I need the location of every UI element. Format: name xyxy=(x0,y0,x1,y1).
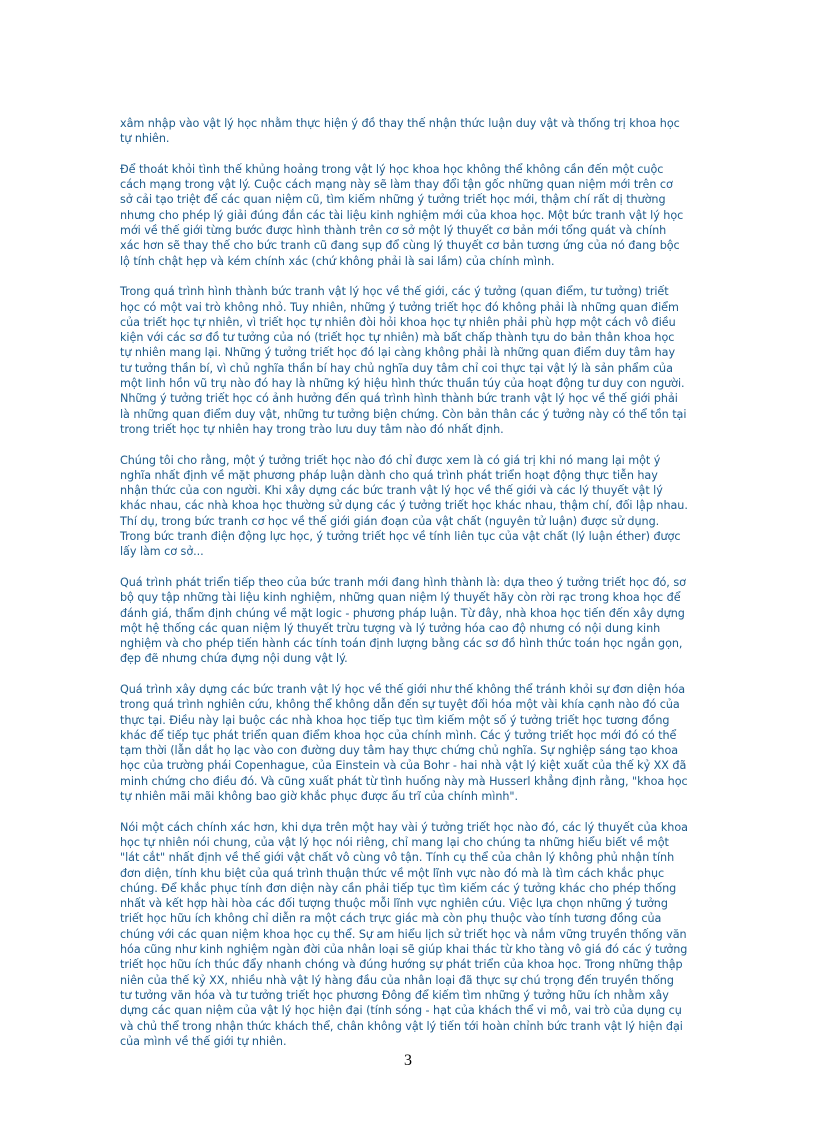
page-number: 3 xyxy=(404,1052,412,1069)
paragraph-5: Quá trình phát triển tiếp theo của bức tranh mới đang hình thành là: dựa theo ý tưởng triết học đó, sơ bộ quy tập những tài liệu kinh nghiệm, những quan niệm lý thuyết hãy còn rời rạc trong khoa học để đánh giá, thẩm định chúng về mặt logic - phương pháp luận. Từ đây, nhà khoa học tiến đến xây dựng một hệ thống các quan niệm lý thuyết trừu tượng và lý tưởng hóa cao độ nhưng có nội dung kinh nghiệm và cho phép tiến hành các tính toán định lượng bằng các sơ đồ hình thức toán học ngắn gọn, đẹp đẽ nhưng chứa đựng nội dung vật lý. xyxy=(120,575,686,666)
paragraph-4: Chúng tôi cho rằng, một ý tưởng triết học nào đó chỉ được xem là có giá trị khi nó mang lại một ý nghĩa nhất định về mặt phương pháp luận dành cho quá trình phát triển hoạt động thực tiễn hay nhận thức của con người. Khi xây dựng các bức tranh vật lý học về thế giới và các lý thuyết vật lý khác nhau, các nhà khoa học thường sử dụng các ý tưởng triết học khác nhau, thậm chí, đối lập nhau. Thí dụ, trong bức tranh cơ học về thế giới gián đoạn của vật chất (nguyên tử luận) được sử dụng. Trong bức tranh điện động lực học, ý tưởng triết học về tính liên tục của vật chất (lý luận éther) được lấy làm cơ sở... xyxy=(120,453,688,559)
paragraph-1: xâm nhập vào vật lý học nhằm thực hiện ý đồ thay thế nhận thức luận duy vật và thống trị khoa học tự nhiên. xyxy=(120,117,680,146)
paragraph-7: Nói một cách chính xác hơn, khi dựa trên một hay vài ý tưởng triết học nào đó, các lý thuyết của khoa học tự nhiên nói chung, của vật lý học nói riêng, chỉ mang lại cho chúng ta những hiểu biết về một "lát cắt" nhất định về thế giới vật chất vô cùng vô tận. Tính cụ thể của chân lý không phủ nhận tính đơn diện, tính khu biệt của quá trình thuận thức về một lĩnh vực nào đó mà là tìm cách khắc phục chúng. Để khắc phục tính đơn diện này cần phải tiếp tục tìm kiếm các ý tưởng khác cho phép thống nhất và kết hợp hài hòa các đối tượng thuộc mỗi lĩnh vực nghiên cứu. Việc lựa chọn những ý tưởng triết học hữu ích không chỉ diễn ra một cách trực giác mà còn phụ thuộc vào tính tương đồng của chúng với các quan niệm khoa học cụ thể. Sự am hiểu lịch sử triết học và nắm vững truyền thống văn hóa cũng như kinh nghiệm ngàn đời của nhân loại sẽ giúp khai thác từ kho tàng vô giá đó các ý tưởng triết học hữu ích thúc đẩy nhanh chóng và đúng hướng sự phát triển của khoa học. Trong những thập niên của thế kỷ XX, nhiều nhà vật lý hàng đầu của nhân loại đã thực sự chú trọng đến truyền thống tư tưởng văn hóa và tư tưởng triết học phương Đông để kiếm tìm những ý tưởng hữu ích nhằm xây dựng các quan niệm của vật lý học hiện đại (tính sóng - hạt của khách thể vi mô, vai trò của dụng cụ và chủ thể trong nhận thức khách thể, chân không vật lý tiến tới hoàn chỉnh bức tranh vật lý hiện đại của mình về thế giới tự nhiên. xyxy=(120,820,688,1048)
paragraph-3: Trong quá trình hình thành bức tranh vật lý học về thế giới, các ý tưởng (quan điểm, tư tưởng) triết học có một vai trò không nhỏ. Tuy nhiên, những ý tưởng triết học đó không phải là những quan điểm của triết học tự nhiên, vì triết học tự nhiên đòi hỏi khoa học tự nhiên phải phù hợp một cách vô điều kiện với các sơ đồ tư tưởng của nó (triết học tự nhiên) mà bất chấp thành tựu do bản thân khoa học tự nhiên mang lại. Những ý tưởng triết học đó lại càng không phải là những quan điểm duy tâm hay tư tưởng thần bí, vì chủ nghĩa thần bí hay chủ nghĩa duy tâm chỉ coi thực tại vật lý là sản phẩm của một linh hồn vũ trụ nào đó hay là những ký hiệu hình thức thuần túy của hoạt động tư duy con người. Những ý tưởng triết học có ảnh hưởng đến quá trình hình thành bức tranh vật lý học về thế giới phải là những quan điểm duy vật, những tư tưởng biện chứng. Còn bản thân các ý tưởng này có thể tồn tại trong triết học tự nhiên hay trong trào lưu duy tâm nào đó nhất định. xyxy=(120,285,687,436)
paragraph-6: Quá trình xây dựng các bức tranh vật lý học về thế giới như thế không thể tránh khỏi sự đơn diện hóa trong quá trình nghiên cứu, không thể không dẫn đến sự tuyệt đối hóa một vài khía cạnh nào đó của thực tại. Điều này lại buộc các nhà khoa học tiếp tục tìm kiếm một số ý tưởng triết học tương đồng khác để tiếp tục phát triển quan điểm khoa học của chính mình. Các ý tưởng triết học mới đó có thể tạm thời (lẫn dắt họ lạc vào con đường duy tâm hay thực chứng chủ nghĩa. Sự nghiệp sáng tạo khoa học của trường phái Copenhague, của Einstein và của Bohr - hai nhà vật lý kiệt xuất của thế kỷ XX đã minh chứng cho điều đó. Và cũng xuất phát từ tình huống này mà Husserl khẳng định rằng, "khoa học tự nhiên mãi mãi không bao giờ khắc phục được ấu trĩ của chính mình". xyxy=(120,682,688,804)
paragraph-2: Để thoát khỏi tình thế khủng hoảng trong vật lý học khoa học không thể không cần đến một cuộc cách mạng trong vật lý. Cuộc cách mạng này sẽ làm thay đổi tận gốc những quan niệm mới trên cơ sở cải tạo triệt để các quan niệm cũ, tìm kiếm những ý tưởng triết học mới, thậm chí rất dị thường nhưng cho phép lý giải đúng đắn các tài liệu kinh nghiệm mới của khoa học. Một bức tranh vật lý học mới về thế giới từng bước được hình thành trên cơ sở một lý thuyết cơ bản mới tổng quát và chính xác hơn sẽ thay thế cho bức tranh cũ đang sụp đổ cùng lý thuyết cơ bản tương ứng của nó đang bộc lộ tính chật hẹp và kém chính xác (chứ không phải là sai lầm) của chính mình. xyxy=(120,162,684,268)
body-text xyxy=(120,116,688,1064)
